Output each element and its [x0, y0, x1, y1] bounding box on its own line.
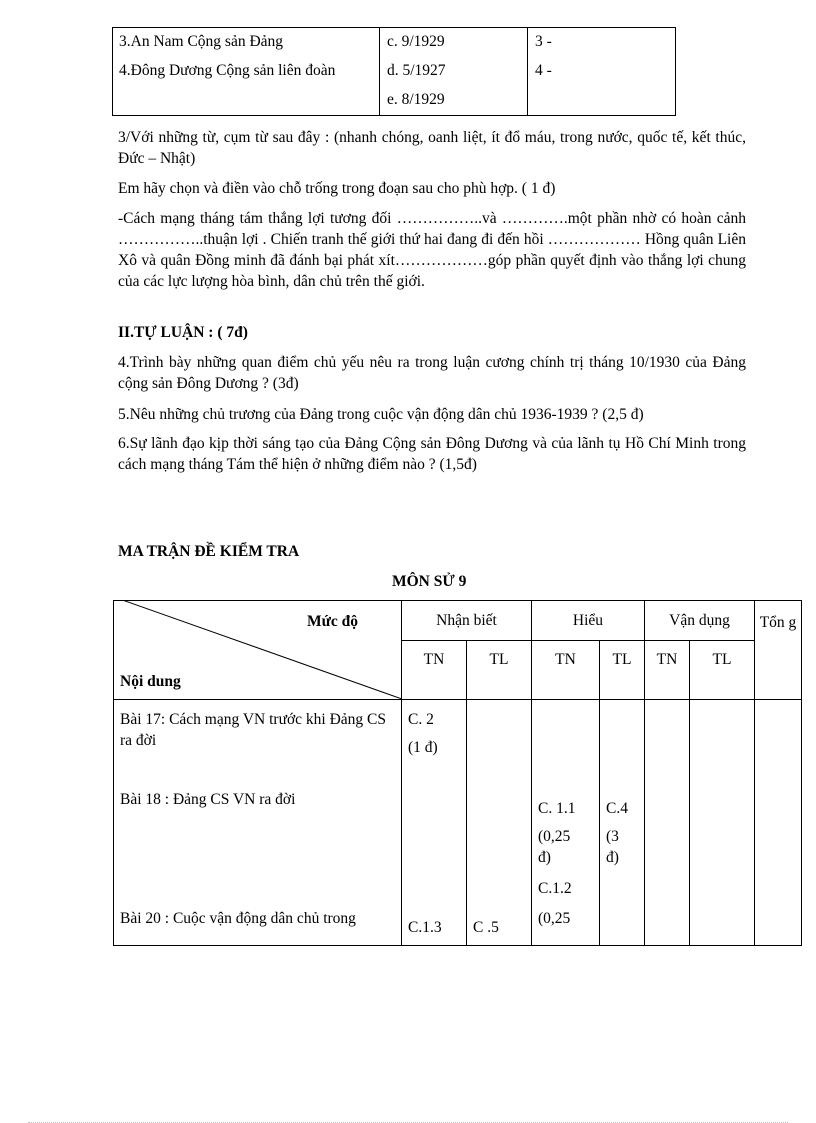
question-3-instruction: 3/Với những từ, cụm từ sau đây : (nhanh chóng, oanh liệt, ít đổ máu, trong nước, quốc tế, kết thúc, Đức – Nhật) [118, 129, 746, 167]
subheader-tl: TL [467, 641, 532, 700]
cell-value: (0,25 [538, 910, 571, 927]
table-cell: c. 9/1929 [380, 28, 528, 58]
topics-cell [114, 700, 402, 946]
table-cell: 4 - [528, 57, 676, 86]
cell-value: (0,25 đ) [538, 828, 571, 866]
table-cell [528, 86, 676, 116]
matrix-subtitle: MÔN SỬ 9 [392, 573, 467, 590]
cell-value: (3 đ) [606, 828, 619, 866]
cell-value: C.1.2 [538, 880, 572, 897]
cell-value: C.1.3 [408, 919, 442, 936]
matrix-table [113, 600, 802, 946]
table-cell: 3 - [528, 28, 676, 58]
cell-value: C. 1.1 [538, 800, 576, 817]
question-6: 6.Sự lãnh đạo kịp thời sáng tạo của Đảng Cộng sản Đông Dương và của lãnh tụ Hồ Chí Minh trong cách mạng tháng Tám thể hiện ở những điểm nào ? (1,5đ) [118, 435, 746, 473]
matrix-title: MA TRẬN ĐỀ KIỂM TRA [118, 543, 300, 560]
cell-value: (1 đ) [408, 739, 438, 756]
cell-understand-tn [532, 700, 600, 946]
cell-value: C.4 [606, 800, 628, 817]
question-3-passage: -Cách mạng tháng tám thắng lợi tương đối ……………..và ………….một phần nhờ có hoàn cảnh ……………..thuận lợi . Chiến tranh thế giới thứ hai đang đi đến hồi ……………… Hồng quân Liên Xô và quân Đồng minh đã đánh bại phát xít………………góp phần quyết định vào thắng lợi chung của các lực lượng hòa bình, dân chủ trên thế giới. [118, 210, 746, 290]
table-cell: 3.An Nam Cộng sản Đảng [113, 28, 380, 58]
topic-17: Bài 17: Cách mạng VN trước khi Đảng CS ra đời [120, 711, 387, 749]
cell-recognize-tn [402, 700, 467, 946]
question-4: 4.Trình bày những quan điểm chủ yếu nêu ra trong luận cương chính trị tháng 10/1930 của Đảng cộng sản Đông Dương ? (3đ) [118, 354, 746, 392]
cell-value: C .5 [473, 919, 499, 936]
cell-total [755, 700, 802, 946]
question-5: 5.Nêu những chủ trương của Đảng trong cuộc vận động dân chủ 1936-1939 ? (2,5 đ) [118, 406, 644, 423]
header-apply: Vận dụng [645, 601, 755, 641]
table-row [113, 28, 676, 58]
table-row [114, 700, 802, 946]
cell-recognize-tl [467, 700, 532, 946]
subheader-tl: TL [690, 641, 755, 700]
table-row [113, 86, 676, 116]
corner-label-level: Mức độ [307, 613, 359, 630]
corner-header-cell [114, 601, 402, 700]
table-cell: d. 5/1927 [380, 57, 528, 86]
table-cell: 4.Đông Dương Cộng sản liên đoàn [113, 57, 380, 86]
subheader-tn: TN [402, 641, 467, 700]
header-total: Tổn g [755, 601, 802, 700]
question-3-task: Em hãy chọn và điền vào chỗ trống trong đoạn sau cho phù hợp. ( 1 đ) [118, 180, 556, 197]
corner-label-content: Nội dung [120, 673, 181, 690]
table-row [114, 601, 802, 641]
table-cell: e. 8/1929 [380, 86, 528, 116]
matching-table [112, 27, 676, 116]
topic-20: Bài 20 : Cuộc vận động dân chủ trong [120, 910, 356, 927]
cell-understand-tl [600, 700, 645, 946]
cell-apply-tn [645, 700, 690, 946]
header-understand: Hiểu [532, 601, 645, 641]
header-recognize: Nhận biết [402, 601, 532, 641]
topic-18: Bài 18 : Đảng CS VN ra đời [120, 791, 296, 808]
cell-value: C. 2 [408, 711, 434, 728]
table-row [113, 57, 676, 86]
section-2-title: II.TỰ LUẬN : ( 7đ) [118, 324, 248, 341]
subheader-tn: TN [532, 641, 600, 700]
cell-apply-tl [690, 700, 755, 946]
table-cell [113, 86, 380, 116]
subheader-tl: TL [600, 641, 645, 700]
subheader-tn: TN [645, 641, 690, 700]
